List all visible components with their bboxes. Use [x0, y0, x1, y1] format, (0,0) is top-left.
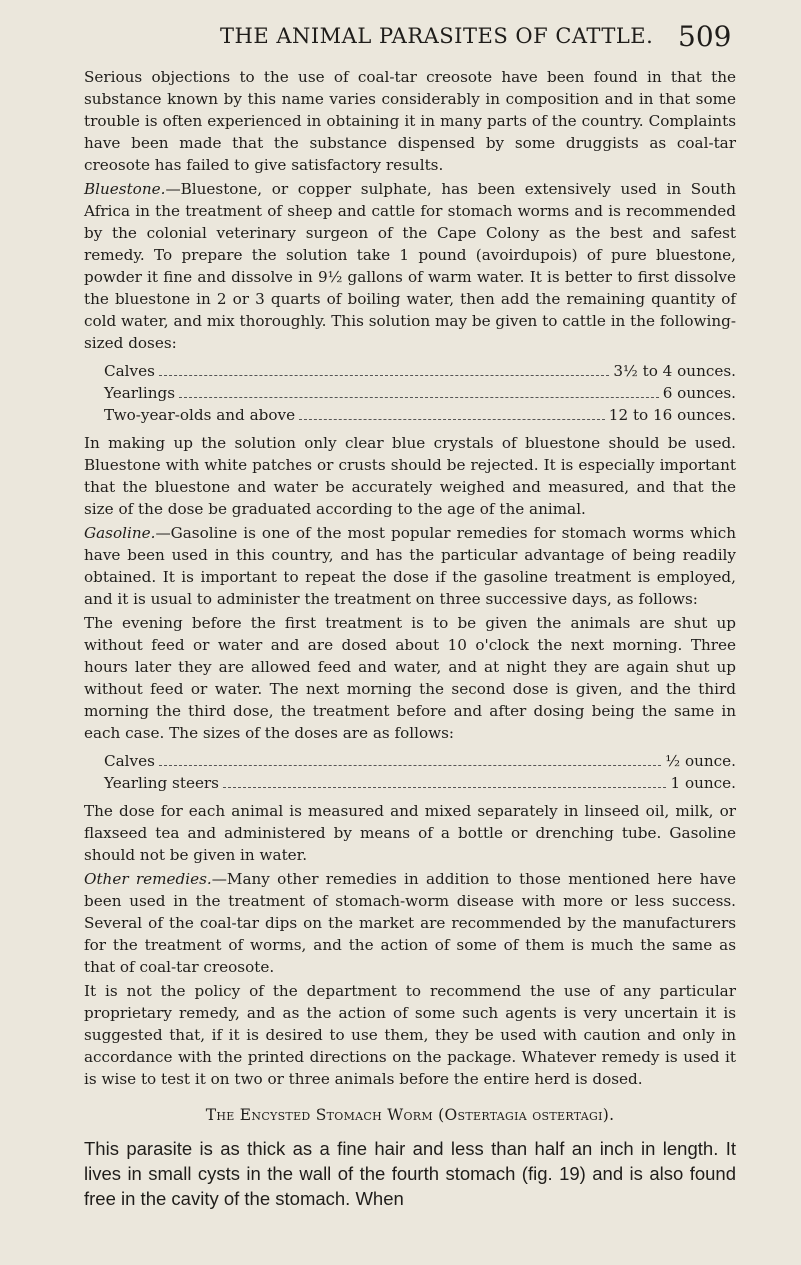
paragraph-coal-tar: Serious objections to the use of coal-tar creosote have been found in that the substance known by this name varies considerably in composition and in that some trouble is often experienced in obtaining it in many parts of the country. Complaints have been made that the substance dispensed by some druggists as coal-tar creosote has failed to give satisfactory results.: [84, 68, 736, 174]
paragraph-bluestone: [84, 178, 736, 354]
dose-value: 1 ounce.: [670, 774, 736, 792]
dose-row: [104, 404, 736, 426]
dose-label: Yearlings: [104, 384, 176, 402]
other-remedies-heading: Other remedies.: [84, 870, 212, 888]
dose-label: Yearling steers: [104, 774, 219, 792]
dose-row: [104, 360, 736, 382]
gasoline-heading: Gasoline.: [84, 524, 156, 542]
dose-label: Two-year-olds and above: [104, 406, 296, 424]
paragraph-parasite: This parasite is as thick as a fine hair and less than half an inch in length. It lives in small cysts in the wall of the fourth stomach (fig. 19) and is also found free in the cavity of the stomach. When: [84, 1138, 736, 1209]
paragraph-policy: It is not the policy of the department to recommend the use of any particular proprietary remedy, and as the action of some such agents is very uncertain it is suggested that, if it is desired to use them, they be used with caution and only in accordance with the printed directions on the package. Whatever remedy is used it is wise to test it on two or three animals before the entire herd is dosed.: [84, 982, 736, 1088]
running-head: [0, 20, 801, 60]
paragraph-other-remedies: [84, 868, 736, 978]
dot-leader: [159, 375, 609, 376]
bluestone-text: —Bluestone, or copper sulphate, has been extensively used in South Africa in the treatment of sheep and cattle for stomach worms and is recommended by the colonial veterinary surgeon of the Cape Colony as the best and safest remedy. To prepare the solution take 1 pound (avoirdupois) of pure bluestone, powder it fine and dissolve in 9½ gallons of warm water. It is better to first dissolve the bluestone in 2 or 3 quarts of boiling water, then add the remaining quantity of cold water, and mix thoroughly. This solution may be given to cattle in the following-sized doses:: [84, 180, 736, 352]
dose-label: Calves: [104, 362, 155, 380]
dose-value: 3½ to 4 ounces.: [613, 362, 736, 380]
gasoline-text: —Gasoline is one of the most popular remedies for stomach worms which have been used in this country, and has the particular advantage of being readily obtained. It is important to repeat the dose if the gasoline treatment is employed, and it is usual to administer the treatment on three successive days, as follows:: [84, 524, 736, 608]
paragraph-gasoline: [84, 522, 736, 610]
running-title: THE ANIMAL PARASITES OF CATTLE.: [220, 24, 654, 48]
paragraph-dose-mixing: The dose for each animal is measured and mixed separately in linseed oil, milk, or flaxseed tea and administered by means of a bottle or drenching tube. Gasoline should not be given in water.: [84, 802, 736, 864]
dose-value: 12 to 16 ounces.: [608, 406, 736, 424]
gasoline-dose-table: [104, 750, 736, 794]
dose-value: ½ ounce.: [665, 752, 736, 770]
dot-leader: [299, 419, 605, 420]
dot-leader: [179, 397, 659, 398]
paragraph-solution: In making up the solution only clear blue crystals of bluestone should be used. Bluestone with white patches or crusts should be rejected. It is especially important that the bluestone and water be accurately weighed and measured, and that the size of the dose be graduated according to the age of the animal.: [84, 434, 736, 518]
bluestone-dose-table: [104, 360, 736, 426]
other-remedies-text: —Many other remedies in addition to those mentioned here have been used in the treatment of stomach-worm disease with more or less success. Several of the coal-tar dips on the market are recommended by the manufacturers for the treatment of worms, and the action of some of them is much the same as that of coal-tar creosote.: [84, 870, 736, 976]
bluestone-heading: Bluestone.: [84, 180, 166, 198]
section-heading: The Encysted Stomach Worm (Ostertagia ostertagi).: [205, 1106, 615, 1124]
body-text: [84, 66, 736, 1211]
dose-row: [104, 750, 736, 772]
dose-label: Calves: [104, 752, 155, 770]
dot-leader: [223, 787, 666, 788]
paragraph-evening: The evening before the first treatment is to be given the animals are shut up without feed or water and are dosed about 10 o'clock the next morning. Three hours later they are allowed feed and water, and at night they are again shut up without feed or water. The next morning the second dose is given, and the third morning the third dose, the treatment before and after dosing being the same in each case. The sizes of the doses are as follows:: [84, 614, 736, 742]
dot-leader: [159, 765, 662, 766]
dose-value: 6 ounces.: [662, 384, 736, 402]
dose-row: [104, 382, 736, 404]
dose-row: [104, 772, 736, 794]
page-number: 509: [678, 20, 732, 53]
